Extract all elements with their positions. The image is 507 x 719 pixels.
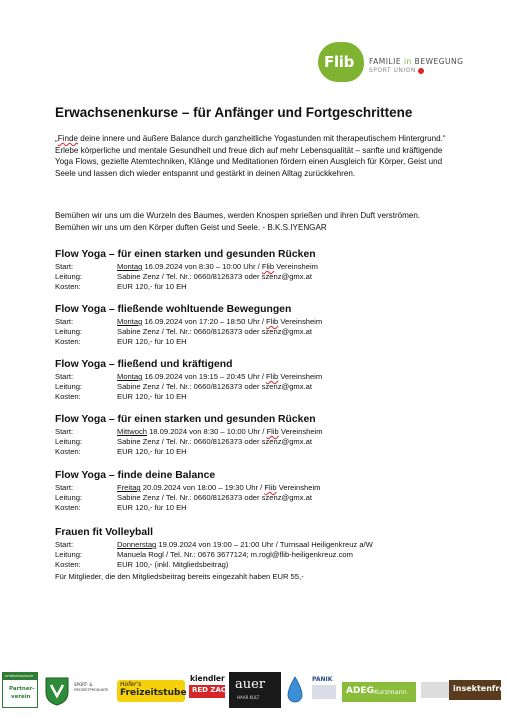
leitung-value: Sabine Zenz / Tel. Nr.: 0660/8126373 oder szenz@gmx.at [117, 382, 312, 391]
course-block [55, 469, 475, 513]
course-location: Vereinsheim [274, 262, 318, 271]
kosten-label: Kosten: [55, 503, 81, 512]
sponsor-logo-partnerverein [2, 672, 38, 708]
kosten-label: Kosten: [55, 337, 81, 346]
sponsor-text: RED ZAC [192, 686, 227, 694]
kosten-value: EUR 100,- (inkl. Mitgliedsbeitrag) [117, 560, 229, 569]
logo-badge-text: Flib [324, 53, 355, 71]
sponsor-text: verein [11, 694, 31, 700]
leitung-value: Manuela Rogl / Tel. Nr.: 0676 3677124; m.rogl@flib-heiligenkreuz.com [117, 550, 353, 559]
water-drop-icon [287, 676, 303, 704]
course-day: Montag [117, 317, 143, 326]
course-location: Vereinsheim [278, 317, 323, 326]
sponsor-text: Freizeitstube [120, 688, 187, 698]
sponsor-bar [421, 682, 449, 698]
course-date-time: 16.09.2024 von 19:15 – 20:45 Uhr / [142, 372, 267, 381]
course-start-row [55, 483, 475, 493]
course-leitung-row [55, 327, 475, 337]
start-value [117, 483, 321, 493]
course-day: Freitag [117, 483, 141, 492]
sponsor-text: PANIK [312, 676, 333, 683]
sponsor-text: ADEG [346, 686, 374, 696]
leitung-label: Leitung: [55, 382, 83, 391]
page-title: Erwachsenenkurse – für Anfänger und Fortgeschrittene [55, 105, 413, 120]
course-location-flib: Flib [266, 317, 279, 326]
logo-subline-union: UNION [393, 67, 416, 74]
kosten-label: Kosten: [55, 560, 81, 569]
course-start-row [55, 372, 475, 382]
sponsor-logo-panik [310, 672, 338, 708]
sponsor-text: SPORT- & [74, 682, 93, 687]
logo-badge [318, 42, 364, 82]
leitung-value: Sabine Zenz / Tel. Nr.: 0660/8126373 oder szenz@gmx.at [117, 437, 312, 446]
logo-tagline [369, 57, 463, 66]
course-kosten-row [55, 282, 475, 292]
course-title: Flow Yoga – fließend und kräftigend [55, 359, 233, 370]
intro-paragraph [55, 133, 455, 179]
course-day: Donnerstag [117, 540, 157, 549]
course-date-time: 18.09.2024 von 8:30 – 10:00 Uhr / [146, 427, 267, 436]
kosten-value: EUR 120,- für 10 EH [117, 447, 187, 456]
course-day: Mittwoch [117, 427, 147, 436]
start-value [117, 262, 318, 272]
sponsor-text: kiendler [190, 674, 225, 683]
member-note: Für Mitglieder, die den Mitgliedsbeitrag bereits eingezahlt haben EUR 55,- [55, 572, 304, 581]
start-value [117, 427, 323, 437]
sponsor-logo-kiendler [188, 672, 226, 708]
sponsor-text: STEIERMÄRKISCHE [5, 674, 34, 678]
course-title: Frauen fit Volleyball [55, 527, 153, 538]
sponsor-text: FREIZEITPRODUKTE [74, 688, 109, 692]
sponsor-strip [0, 672, 507, 716]
sponsor-text: Hofer's [120, 681, 142, 688]
sponsor-logo-adeg [342, 682, 416, 702]
coat-of-arms-icon [44, 676, 70, 706]
start-value [117, 540, 373, 550]
start-value [117, 317, 322, 327]
course-title: Flow Yoga – für einen starken und gesunden Rücken [55, 249, 316, 260]
sponsor-bar [312, 685, 336, 699]
intro-finde: Finde [57, 134, 78, 143]
course-location: Vereinsheim [278, 427, 323, 436]
leitung-label: Leitung: [55, 550, 83, 559]
course-leitung-row [55, 272, 475, 282]
sponsor-logo-freizeitstube [117, 680, 185, 702]
course-kosten-row [55, 560, 475, 570]
sponsor-text: Kurzmann [374, 688, 407, 696]
course-location-flib: Flib [266, 372, 279, 381]
kosten-label: Kosten: [55, 282, 81, 291]
kosten-value: EUR 120,- für 10 EH [117, 337, 187, 346]
logo-tagline-part: BEWEGUNG [411, 57, 464, 66]
logo-subline-part: SPORT [369, 67, 394, 74]
leitung-label: Leitung: [55, 437, 83, 446]
course-kosten-row [55, 392, 475, 402]
course-location-flib: Flib [266, 427, 279, 436]
kosten-value: EUR 120,- für 10 EH [117, 503, 187, 512]
course-date-time: 16.09.2024 von 17:20 – 18:50 Uhr / [142, 317, 267, 326]
course-block [55, 358, 475, 402]
course-day: Montag [117, 262, 143, 271]
leitung-value: Sabine Zenz / Tel. Nr.: 0660/8126373 oder szenz@gmx.at [117, 327, 312, 336]
start-label: Start: [55, 317, 74, 326]
course-title: Flow Yoga – finde deine Balance [55, 470, 216, 481]
start-label: Start: [55, 262, 74, 271]
start-label: Start: [55, 427, 74, 436]
course-block [55, 413, 475, 457]
kosten-value: EUR 120,- für 10 EH [117, 392, 187, 401]
sponsor-logo-drop [285, 672, 305, 708]
course-leitung-row [55, 550, 475, 560]
course-start-row [55, 427, 475, 437]
course-location: Vereinsheim [278, 372, 323, 381]
course-location: Vereinsheim [276, 483, 321, 492]
course-title: Flow Yoga – für einen starken und gesunden Rücken [55, 414, 316, 425]
course-start-row [55, 317, 475, 327]
sponsor-text: insektenfrei [453, 684, 507, 693]
course-title: Flow Yoga – fließende wohltuende Bewegungen [55, 304, 292, 315]
course-day: Montag [117, 372, 143, 381]
course-kosten-row [55, 447, 475, 457]
course-leitung-row [55, 382, 475, 392]
intro-open-quote: „ [55, 134, 58, 143]
kosten-value: EUR 120,- für 10 EH [117, 282, 187, 291]
leitung-label: Leitung: [55, 493, 83, 502]
iyengar-quote: Bemühen wir uns um die Wurzeln des Baumes, werden Knospen sprießen und ihren Duft verströmen. Bemühen wir uns um den Körper duften Geist und Seele. - B.K.S.IYENGAR [55, 211, 421, 232]
sponsor-text: HAAR KULT [237, 695, 260, 700]
kosten-label: Kosten: [55, 392, 81, 401]
logo-tagline-part: FAMILIE [369, 57, 404, 66]
course-kosten-row [55, 503, 475, 513]
course-date-time: 19.09.2024 von 19:00 – 21:00 Uhr / Turnsaal Heiligenkreuz a/W [156, 540, 373, 549]
course-start-row [55, 540, 475, 550]
sponsor-text: Partner- [9, 686, 35, 692]
sponsor-logo-insektenfrei [421, 678, 507, 704]
logo-tagline-highlight: in [403, 57, 412, 66]
leitung-value: Sabine Zenz / Tel. Nr.: 0660/8126373 oder szenz@gmx.at [117, 272, 312, 281]
course-start-row [55, 262, 475, 272]
start-label: Start: [55, 372, 74, 381]
course-location-flib: Flib [261, 262, 275, 271]
leitung-value: Sabine Zenz / Tel. Nr.: 0660/8126373 oder szenz@gmx.at [117, 493, 312, 502]
course-location-flib: Flib [264, 483, 277, 492]
start-label: Start: [55, 540, 74, 549]
course-leitung-row [55, 493, 475, 503]
leitung-label: Leitung: [55, 272, 83, 281]
kosten-label: Kosten: [55, 447, 81, 456]
course-block [55, 303, 475, 347]
course-block [55, 248, 475, 292]
course-date-time: 20.09.2024 von 18:00 – 19:30 Uhr / [140, 483, 265, 492]
union-dot-icon [418, 68, 424, 74]
start-value [117, 372, 322, 382]
start-label: Start: [55, 483, 74, 492]
course-date-time: 16.09.2024 von 8:30 – 10:00 Uhr / [142, 262, 262, 271]
flib-logo [318, 42, 468, 82]
logo-subline [369, 67, 424, 74]
course-block [55, 526, 475, 570]
intro-text: deine innere und äußere Balance durch ganzheitliche Yogastunden mit therapeutischem Hintergrund.“ Erlebe körperliche und mentale Gesundheit und freue dich auf mehr Lebensqualität – sanfte und kräftigende Yoga Flows, gezielte Atemtechniken, Klänge und Meditationen fördern einen Ausgleich für Körper, Geist und Seele und lassen dich wieder entspannt und gestärkt in deinen Alltag zurückkehren. [55, 134, 446, 178]
course-kosten-row [55, 337, 475, 347]
leitung-label: Leitung: [55, 327, 83, 336]
course-leitung-row [55, 437, 475, 447]
sponsor-logo-auer [229, 672, 281, 708]
sponsor-logo-sportprodukte [44, 672, 112, 708]
sponsor-text: auer [235, 677, 266, 692]
